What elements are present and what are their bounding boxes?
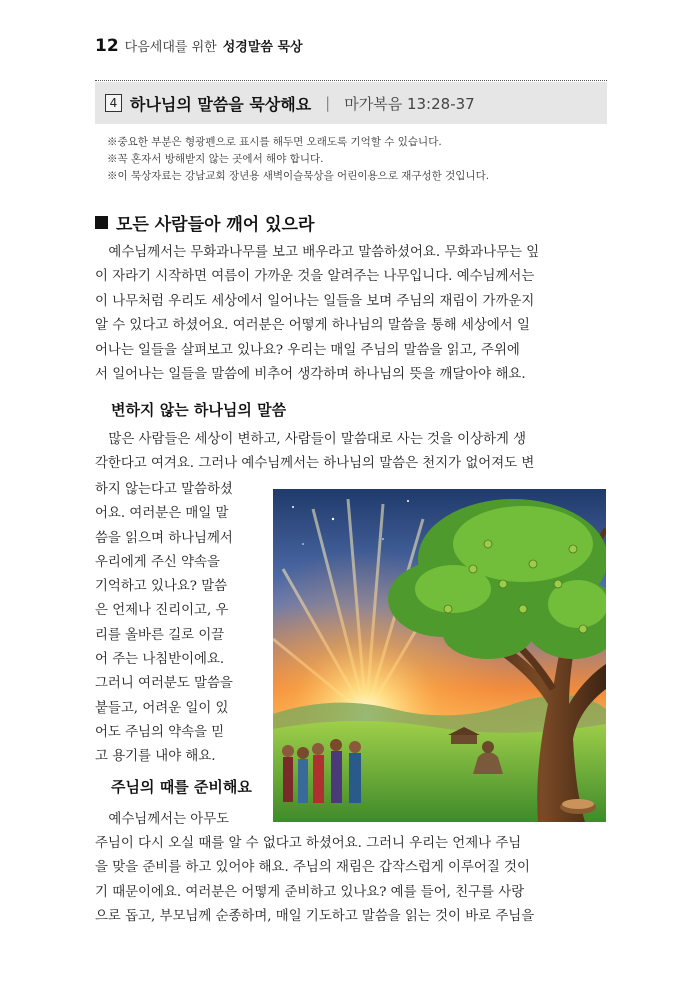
subsection1-wrapped-text — [95, 478, 260, 770]
paragraph-line: 각한다고 여겨요. 그러나 예수님께서는 하나님의 말씀은 천지가 없어져도 변 — [95, 456, 535, 472]
paragraph-line: 을 맞을 준비를 하고 있어야 해요. 주님의 재림은 갑작스럽게 이루어질 것이 — [95, 860, 530, 876]
subsection-heading: 변하지 않는 하나님의 말씀 — [111, 401, 287, 419]
paragraph-line: 붙들고, 어려운 일이 있 — [95, 700, 229, 716]
paragraph-line: 알 수 있다고 하셨어요. 여러분은 어떻게 하나님의 말씀을 통해 세상에서 일 — [95, 318, 530, 334]
note-item: ※이 묵상자료는 강남교회 장년용 새벽이슬묵상을 어린이용으로 재구성한 것입니다. — [107, 170, 490, 182]
subsection-heading: 주님의 때를 준비해요 — [111, 778, 252, 796]
paragraph-line: 이 자라기 시작하면 여름이 가까운 것을 알려주는 나무입니다. 예수님께서는 — [95, 269, 535, 285]
series-prefix: 다음세대를 위한 — [124, 40, 217, 55]
section-heading-text: 모든 사람들아 깨어 있으라 — [116, 215, 315, 235]
paragraph-line: 어 주는 나침반이에요. — [95, 652, 225, 668]
lesson-title-box — [95, 82, 607, 124]
square-bullet-icon — [95, 216, 108, 229]
subsection1-paragraph — [95, 428, 607, 477]
lesson-number-badge: 4 — [105, 94, 122, 112]
dotted-divider — [95, 80, 607, 81]
paragraph-line: 으로 돕고, 부모님께 순종하며, 매일 기도하고 말씀을 읽는 것이 바로 주님을 — [95, 909, 535, 925]
subsection2-paragraph — [95, 832, 607, 930]
lesson-title: 하나님의 말씀을 묵상해요 — [130, 94, 312, 114]
paragraph-line: 기 때문이에요. 여러분은 어떻게 준비하고 있나요? 예를 들어, 친구를 사랑 — [95, 884, 525, 900]
paragraph-line: 씀을 읽으며 하나님께서 — [95, 530, 233, 546]
scripture-reference: 마가복음 13:28-37 — [344, 94, 475, 113]
fig-tree-illustration — [273, 489, 606, 822]
paragraph-line: 많은 사람들은 세상이 변하고, 사람들이 말씀대로 사는 것을 이상하게 생 — [95, 432, 527, 447]
paragraph-line: 어도 주님의 약속을 믿 — [95, 724, 225, 740]
paragraph-line: 어요. 여러분은 매일 말 — [95, 506, 229, 522]
paragraph-line: 은 언제나 진리이고, 우 — [95, 603, 229, 619]
page-number: 12 — [95, 36, 119, 56]
paragraph-line: 기억하고 있나요? 말씀 — [95, 579, 228, 595]
paragraph-line: 그러니 여러분도 말씀을 — [95, 676, 233, 692]
title-separator: | — [325, 94, 331, 112]
note-item: ※꼭 혼자서 방해받지 않는 곳에서 해야 합니다. — [107, 153, 324, 165]
paragraph-line: 어나는 일들을 살펴보고 있나요? 우리는 매일 주님의 말씀을 읽고, 주위에 — [95, 342, 520, 358]
paragraph-line: 이 나무처럼 우리도 세상에서 일어나는 일들을 보며 주님의 재림이 가까운지 — [95, 293, 535, 309]
paragraph-line: 리를 올바른 길로 이끌 — [95, 627, 225, 643]
notes-list — [107, 134, 489, 185]
section-heading — [95, 210, 314, 235]
paragraph-line: 서 일어나는 일들을 말씀에 비추어 생각하며 하나님의 뜻을 깨달아야 해요. — [95, 367, 526, 383]
intro-paragraph — [95, 241, 607, 387]
paragraph-line: 하지 않는다고 말씀하셨 — [95, 482, 233, 497]
page-header — [95, 36, 303, 56]
paragraph-line: 우리에게 주신 약속을 — [95, 554, 220, 570]
paragraph-line: 고 용기를 내야 해요. — [95, 749, 216, 765]
subsection2-wrapped-text — [95, 808, 260, 832]
paragraph-line: 예수님께서는 무화과나무를 보고 배우라고 말씀하셨어요. 무화과나무는 잎 — [95, 245, 540, 260]
series-title: 성경말씀 묵상 — [222, 40, 303, 55]
paragraph-line: 예수님께서는 아무도 — [95, 812, 230, 827]
paragraph-line: 주님이 다시 오실 때를 알 수 없다고 하셨어요. 그러니 우리는 언제나 주님 — [95, 836, 522, 851]
note-item: ※중요한 부분은 형광펜으로 표시를 해두면 오래도록 기억할 수 있습니다. — [107, 136, 442, 148]
